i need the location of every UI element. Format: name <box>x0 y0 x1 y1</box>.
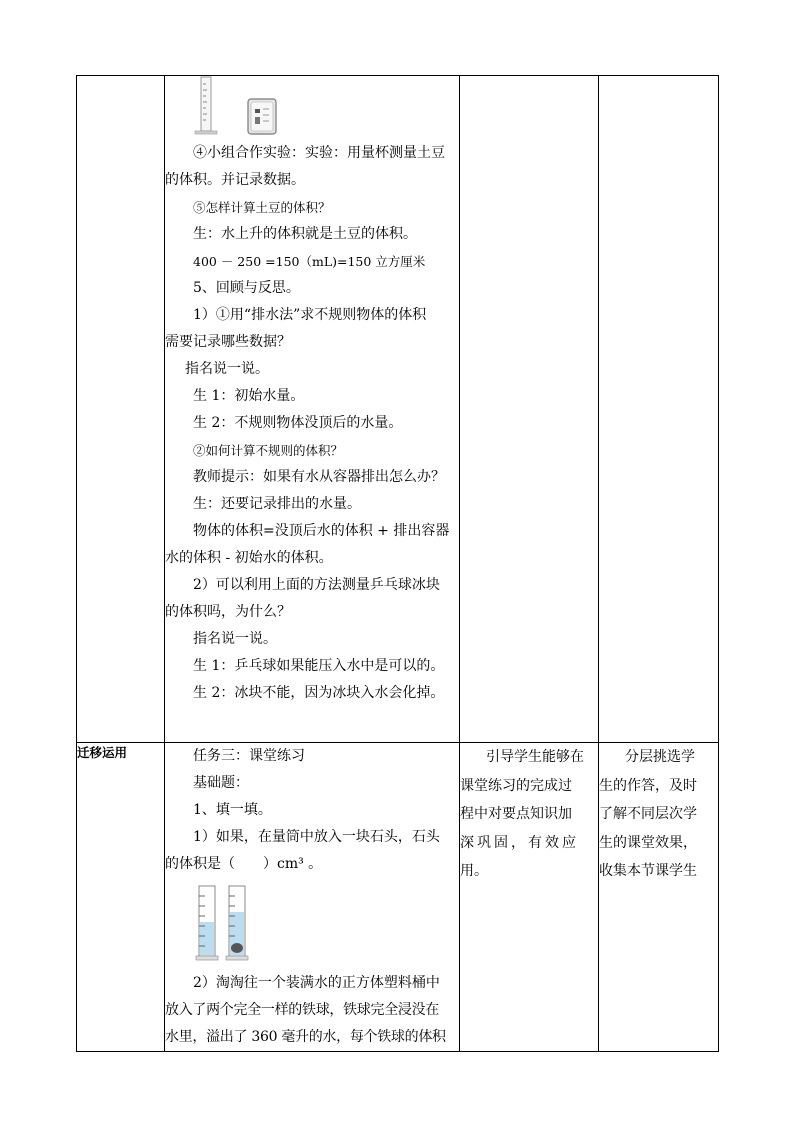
text-line: 的体积吗，为什么？ <box>165 604 291 620</box>
stage-label-cell <box>77 76 165 743</box>
text-line: 400 － 250 =150（mL)=150 立方厘米 <box>193 254 426 269</box>
text-line: ④小组合作实验：实验：用量杯测量土豆 <box>193 145 445 161</box>
text-line: 生 2：不规则物体没顶后的水量。 <box>193 415 403 431</box>
text-line: 指名说一说。 <box>193 631 277 647</box>
beaker-icon <box>245 97 279 137</box>
text-line: 水的体积 - 初始水的体积。 <box>165 550 333 566</box>
text-line: 程中对要点知识加 <box>460 806 572 822</box>
text-line: 生 1：初始水量。 <box>193 388 305 404</box>
text-line: 收集本节课学生 <box>599 863 697 879</box>
cylinder-comparison-image <box>165 880 459 970</box>
stage-label: 迁移运用 <box>77 743 165 1052</box>
text-line: 2）可以利用上面的方法测量乒乓球冰块 <box>193 577 440 593</box>
text-line: 指名说一说。 <box>185 361 269 377</box>
text-line: ②如何计算不规则的体积？ <box>193 443 344 458</box>
activity-cell <box>165 76 460 743</box>
activity-cell <box>165 743 460 1052</box>
text-line: 用。 <box>460 863 488 879</box>
text-line: 的体积是（ ）cm³ 。 <box>165 856 323 872</box>
text-line: 放入了两个完全一样的铁球，铁球完全浸没在 <box>165 1002 439 1018</box>
text-line: 课堂练习的完成过 <box>460 777 572 794</box>
text-line: 教师提示：如果有水从容器排出怎么办？ <box>193 469 445 485</box>
text-line: 生 1：乒乓球如果能压入水中是可以的。 <box>193 658 445 674</box>
text-line: 需要记录哪些数据？ <box>165 334 291 350</box>
table-row <box>77 743 719 1052</box>
text-line: 深巩固，有效应 <box>460 834 579 851</box>
text-line: 生：还要记录排出的水量。 <box>193 496 361 512</box>
text-line: 的体积。并记录数据。 <box>165 172 305 188</box>
text-line: 了解不同层次学 <box>599 806 697 822</box>
text-line: 2）淘淘往一个装满水的正方体塑料桶中 <box>193 975 440 991</box>
table-row <box>77 76 719 743</box>
text-line: 生：水上升的体积就是土豆的体积。 <box>193 226 417 242</box>
design-intent-cell <box>460 76 599 743</box>
text-line: 5、回顾与反思。 <box>193 280 300 296</box>
text-line: 生的作答，及时 <box>599 777 697 794</box>
text-line: 基础题： <box>193 775 249 791</box>
text-line: 物体的体积=没顶后水的体积 + 排出容器 <box>193 523 450 539</box>
text-line: ⑤怎样计算土豆的体积？ <box>193 200 331 215</box>
text-line: 1）①用“排水法”求不规则物体的体积 <box>193 307 427 323</box>
text-line: 1）如果，在量筒中放入一块石头，石头 <box>193 829 440 845</box>
text-line: 1、填一填。 <box>193 802 272 818</box>
text-line: 生 2：冰块不能，因为冰块入水会化掉。 <box>193 685 445 701</box>
cylinders-icon <box>195 882 255 966</box>
graduated-cylinder-icon <box>191 76 221 138</box>
assessment-cell <box>599 76 719 743</box>
measuring-tools-image <box>165 76 459 140</box>
text-line: 引导学生能够在 <box>486 749 584 765</box>
design-intent-cell <box>460 743 599 1052</box>
text-line: 分层挑选学 <box>625 749 695 765</box>
assessment-cell <box>599 743 719 1052</box>
text-line: 生的课堂效果， <box>599 834 697 851</box>
text-line: 水里，溢出了 360 毫升的水，每个铁球的体积 <box>165 1029 446 1045</box>
lesson-plan-table <box>76 75 719 1052</box>
text-line: 任务三：课堂练习 <box>193 748 305 764</box>
